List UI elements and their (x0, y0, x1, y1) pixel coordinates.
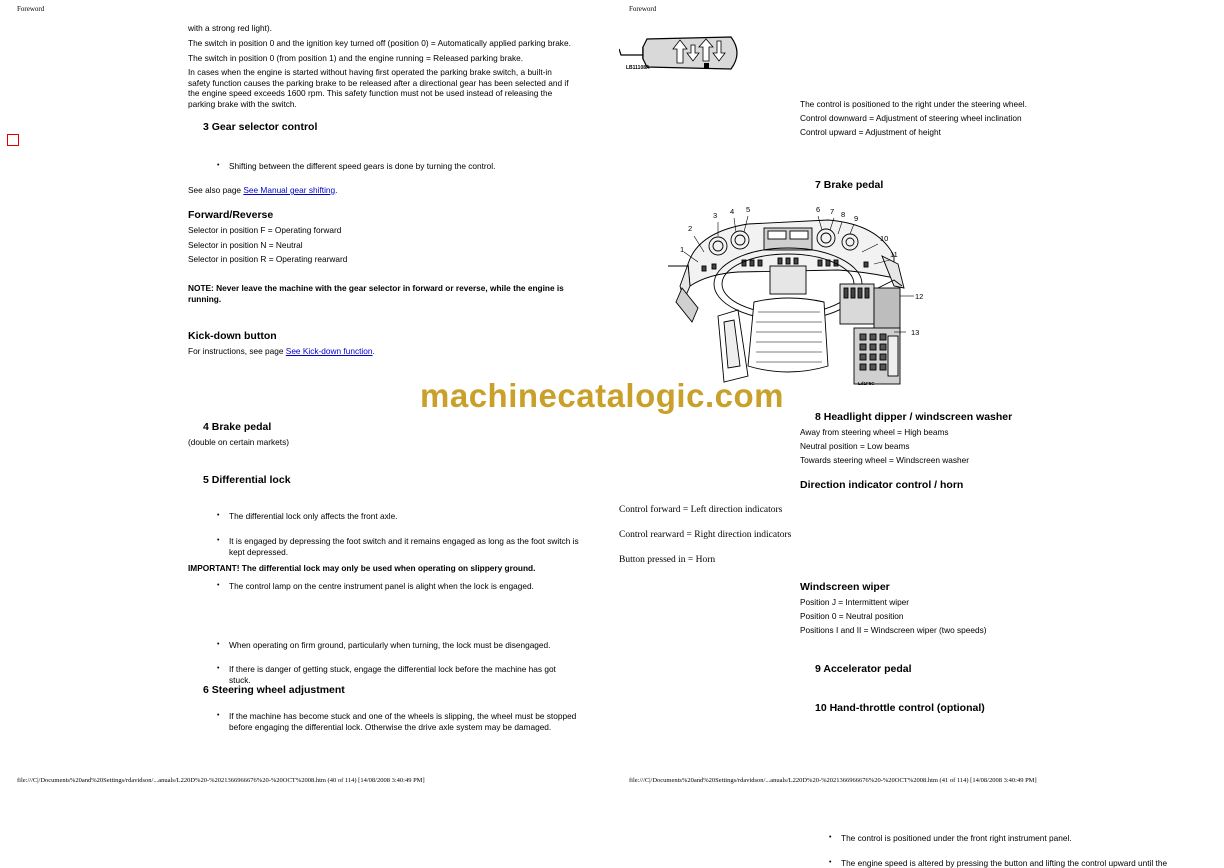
head-line-3: Towards steering wheel = Windscreen washer (800, 455, 969, 466)
list-item: • The differential lock only affects the front axle. (217, 511, 1224, 522)
list-item: • The control is positioned under the front right instrument panel. (829, 833, 1224, 844)
cab-number-13: 13 (911, 328, 919, 337)
page-footer-right: file:///C|/Documents%20and%20Settings/rdavidson/...anuals/L220D%20-%2021366966676%20-%20OCT%2008.htm (41 of 114) [14/08/2008 3:40:49 PM] (629, 777, 1037, 784)
cab-number-12: 12 (915, 292, 923, 301)
cab-number-3: 3 (713, 211, 717, 220)
page-footer-left: file:///C|/Documents%20and%20Settings/rdavidson/...anuals/L220D%20-%2021366966676%20-%20OCT%2008.htm (40 of 114) [14/08/2008 3:40:49 PM] (17, 777, 425, 784)
link-kick-down-function[interactable]: See Kick-down function (286, 346, 373, 356)
cab-number-10: 10 (880, 234, 888, 243)
heading-accelerator-pedal: 9 Accelerator pedal (815, 663, 912, 675)
cab-number-8: 8 (841, 210, 845, 219)
heading-kick-down: Kick-down button (188, 330, 277, 342)
page-header-right: Foreword (629, 5, 656, 13)
parking-safety-paragraph: In cases when the engine is started without having first operated the parking brake switch, a built-in safety function causes the parking brake to be released after a directional gear has been selected and if the engine speed exceeds 1600 rpm. This safety function must not be used instead of releasing the parking brake with the switch. (188, 67, 608, 109)
cab-number-4: 4 (730, 207, 734, 216)
cab-image-code: Ld1F5C (858, 381, 875, 386)
heading-windscreen-wiper: Windscreen wiper (800, 581, 890, 593)
heading-differential-lock: 5 Differential lock (203, 474, 291, 486)
cab-number-5: 5 (746, 205, 750, 214)
list-item: • It is engaged by depressing the foot switch and it remains engaged as long as the foot switch is kept depressed. (217, 536, 1224, 557)
steer-line-2: Control downward = Adjustment of steering wheel inclination (800, 113, 1022, 124)
dir-line-1: Control forward = Left direction indicators (619, 505, 782, 515)
list-item: • Shifting between the different speed gears is done by turning the control. (217, 161, 1224, 172)
heading-forward-reverse: Forward/Reverse (188, 209, 273, 221)
steer-line-3: Control upward = Adjustment of height (800, 127, 941, 138)
steer-line-1: The control is positioned to the right under the steering wheel. (800, 99, 1027, 110)
parking-text-3: The switch in position 0 (from position 1) and the engine running = Released parking brake. (188, 53, 523, 64)
list-item: • If there is danger of getting stuck, engage the differential lock before the machine has got stuck. (217, 664, 1224, 685)
fr-line-3: Selector in position R = Operating rearward (188, 254, 347, 265)
fr-line-2: Selector in position N = Neutral (188, 240, 303, 251)
heading-steering-adjustment: 6 Steering wheel adjustment (203, 684, 345, 696)
see-also-line: See also page See Manual gear shifting. (188, 185, 337, 196)
important-note: IMPORTANT! The differential lock may only be used when operating on slippery ground. (188, 563, 535, 574)
list-item: • The engine speed is altered by pressing the button and lifting the control upward until the (829, 858, 1224, 868)
watermark: machinecatalogic.com (420, 377, 784, 415)
wiper-line-2: Position 0 = Neutral position (800, 611, 904, 622)
link-manual-gear-shifting[interactable]: See Manual gear shifting (243, 185, 335, 195)
list-item: • The control lamp on the centre instrument panel is alight when the lock is engaged. (217, 581, 1224, 592)
list-item: • If the machine has become stuck and one of the wheels is slipping, the wheel must be stopped before engaging the differential lock. Otherwise the drive axle system may be damaged. (217, 711, 1224, 732)
heading-headlight-dipper: 8 Headlight dipper / windscreen washer (815, 411, 1012, 423)
head-line-2: Neutral position = Low beams (800, 441, 910, 452)
parking-text-2: The switch in position 0 and the ignition key turned off (position 0) = Automatically applied parking brake. (188, 38, 571, 49)
parking-text-1: with a strong red light). (188, 23, 272, 34)
wiper-line-1: Position J = Intermittent wiper (800, 597, 909, 608)
heading-brake-pedal-7: 7 Brake pedal (815, 179, 883, 191)
list-item: • When operating on firm ground, particularly when turning, the lock must be disengaged. (217, 640, 1224, 651)
cab-number-9: 9 (854, 214, 858, 223)
heading-direction-indicator: Direction indicator control / horn (800, 479, 963, 491)
heading-brake-pedal-4: 4 Brake pedal (203, 421, 271, 433)
kick-down-line: For instructions, see page See Kick-down function. (188, 346, 375, 357)
page-header-left: Foreword (17, 5, 44, 13)
note-gear-selector: NOTE: Never leave the machine with the gear selector in forward or reverse, while the engine is running. (188, 283, 564, 304)
cab-number-7: 7 (830, 207, 834, 216)
brake-pedal-note: (double on certain markets) (188, 437, 289, 448)
heading-hand-throttle: 10 Hand-throttle control (optional) (815, 702, 985, 714)
cab-number-2: 2 (688, 224, 692, 233)
dir-line-3: Button pressed in = Horn (619, 555, 715, 565)
dir-line-2: Control rearward = Right direction indicators (619, 530, 791, 540)
cab-number-6: 6 (816, 205, 820, 214)
heading-gear-selector: 3 Gear selector control (203, 121, 317, 133)
lever-image-code: LB11108A (626, 65, 650, 71)
selection-marker (7, 134, 19, 146)
cab-number-1: 1 (680, 245, 684, 254)
cab-number-11: 11 (890, 250, 898, 259)
fr-line-1: Selector in position F = Operating forward (188, 225, 341, 236)
wiper-line-3: Positions I and II = Windscreen wiper (two speeds) (800, 625, 987, 636)
head-line-1: Away from steering wheel = High beams (800, 427, 949, 438)
